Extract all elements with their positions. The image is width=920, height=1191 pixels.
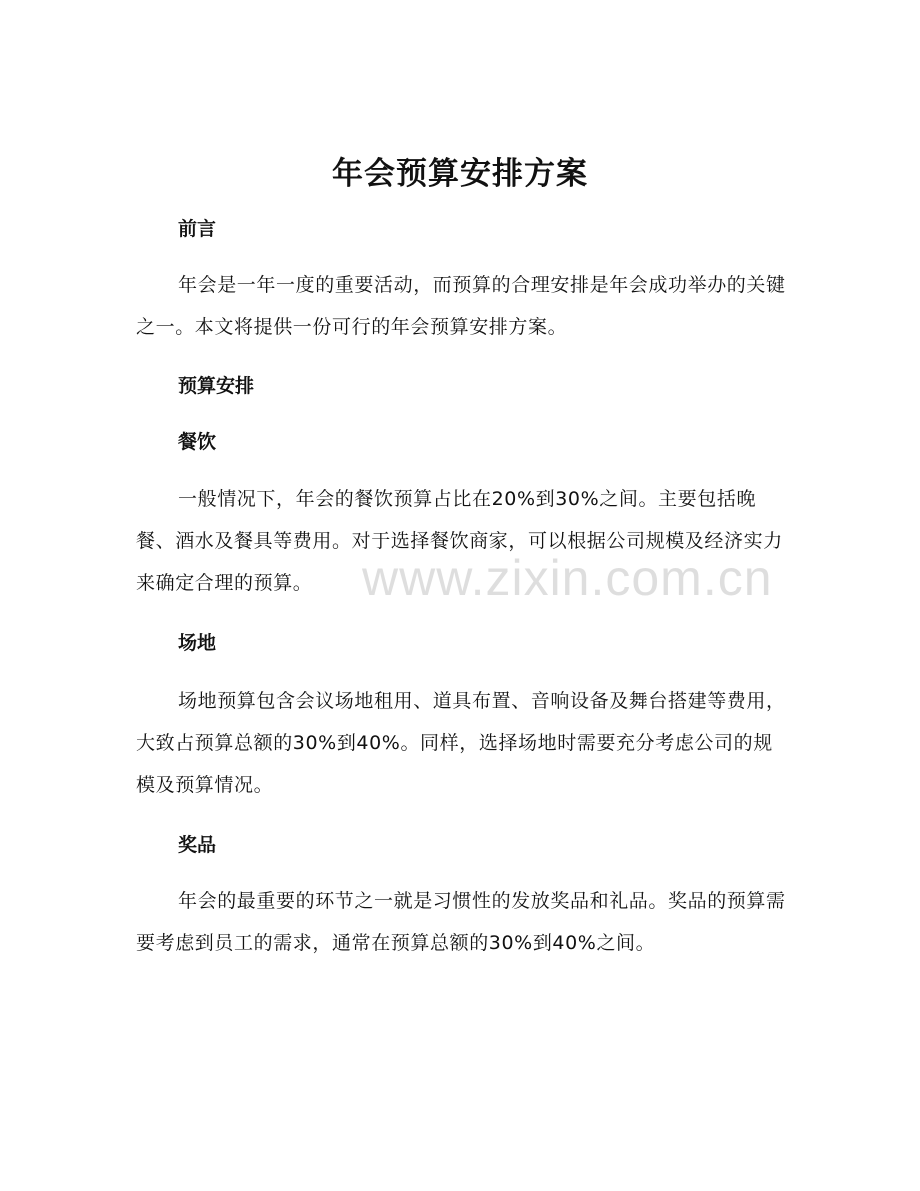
section-paragraph-prizes: 年会的最重要的环节之一就是习惯性的发放奖品和礼品。奖品的预算需要考虑到员工的需求，通常在预算总额的30%到40%之间。	[136, 890, 786, 954]
watermark: www.zixin.com.cn	[362, 550, 773, 606]
section-heading-preface: 前言	[178, 218, 217, 240]
section-heading-prizes: 奖品	[178, 834, 217, 856]
section-paragraph-catering: 一般情况下，年会的餐饮预算占比在20%到30%之间。主要包括晚餐、酒水及餐具等费用。对于选择餐饮商家，可以根据公司规模及经济实力来确定合理的预算。	[136, 488, 783, 594]
section-heading-budget-plan: 预算安排	[178, 375, 255, 397]
section-heading-venue: 场地	[178, 632, 217, 654]
section-paragraph-venue: 场地预算包含会议场地租用、道具布置、音响设备及舞台搭建等费用，大致占预算总额的30%到40%。同样，选择场地时需要充分考虑公司的规模及预算情况。	[136, 690, 786, 796]
section-paragraph-preface: 年会是一年一度的重要活动，而预算的合理安排是年会成功举办的关键之一。本文将提供一份可行的年会预算安排方案。	[136, 274, 786, 338]
document-title: 年会预算安排方案	[332, 156, 588, 192]
section-heading-catering: 餐饮	[178, 431, 217, 453]
